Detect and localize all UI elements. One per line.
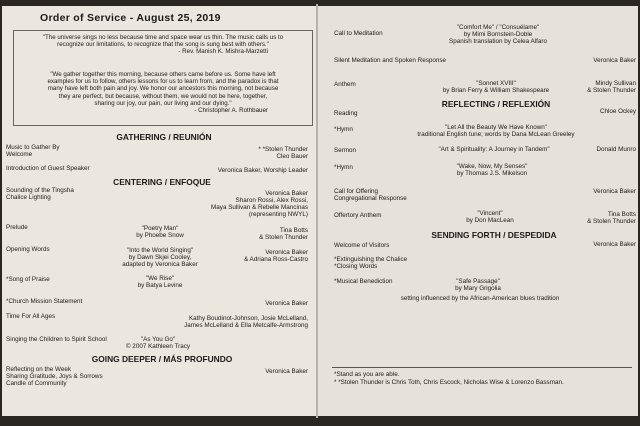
item-byline: by Phoebe Snow [136,232,184,239]
item-person: & Stolen Thunder [259,234,308,241]
item-note: setting influenced by the African-American blues tradition [400,295,560,302]
item-person: Sharon Rossi, Alex Rossi, [235,197,308,204]
item-label: Welcome [6,151,33,158]
footnote-divider [332,367,632,368]
item-label: Candle of Community [6,380,67,387]
item-title: "Safe Passage" [456,278,500,285]
quote-2 [18,71,308,114]
item-byline: by Mimi Bornstein-Doble [463,31,533,38]
item-person: Veronica Baker [265,249,308,256]
item-label: *Church Mission Statement [6,298,83,305]
item-label: Singing the Children to Spirit School [6,336,107,343]
item-title: "As You Go" [140,336,176,343]
left-page [2,6,316,416]
item-person: Chloe Ockey [599,108,636,115]
item-label: Opening Words [6,246,50,253]
item-byline: by Don MacLean [466,217,514,224]
item-title: "Sonnet XVIII" [476,80,516,87]
item-label: *Song of Praise [6,276,50,283]
quote-line: sharing our joy, our pain, our living and our dying." [94,99,232,107]
quote-attribution: - Rev. Manish K. Mishra-Marzetti [178,48,268,56]
item-label: Reflecting on the Week [6,366,71,373]
item-label: Call for Offering [334,188,378,195]
item-byline: by Mary Grigolia [455,285,501,292]
footnote: * *Stolen Thunder is Chris Toth, Chris Escock, Nicholas Wise & Lorenzo Bassman. [334,379,564,386]
item-byline: by Brian Ferry & William Shakespeare [442,87,550,94]
item-person: Veronica Baker [265,300,308,307]
section-heading-centering: CENTERING / ENFOQUE [113,177,211,187]
section-heading-going-deeper: GOING DEEPER / MÁS PROFUNDO [91,354,233,364]
item-label: *Closing Words [334,263,378,270]
item-person: Veronica Baker [593,57,636,64]
item-person: * *Stolen Thunder [258,146,308,153]
item-person: Donald Munro [596,146,636,153]
item-label: Prelude [6,224,28,231]
item-label: Congregational Response [334,195,407,202]
quote-line: they are perfect, but because, without them, we would not be here, together, [58,92,268,100]
item-person: Veronica Baker [265,190,308,197]
item-person: Maya Sullivan & Rebelle Mancinas [211,204,308,211]
item-person: Kathy Boudinot-Johnson, Josie McLelland, [188,315,308,322]
quote-attribution: - Christopher A. Rothbauer [194,107,268,115]
item-byline: adapted by Veronica Baker [122,261,198,268]
quote-line: recognize our limitations, to recognize that the song is sung best with others." [57,41,269,49]
quote-line: examples for us to follow, others lessons for us to learn from, and the paradox is that [47,78,279,86]
item-label: Reading [334,110,358,117]
item-person: & Adriana Ross-Castro [243,256,308,263]
item-person: (representing NWYL) [248,211,308,218]
page-title: Order of Service - August 25, 2019 [40,12,221,24]
item-label: Sharing Gratitude, Joys & Sorrows [6,373,103,380]
item-title: "We Rise" [145,275,175,282]
item-person: Veronica Baker [593,241,636,248]
item-label: Call to Meditation [334,30,383,37]
item-title: "Into the World Singing" [126,247,194,254]
item-person: Tina Botts [279,227,308,234]
item-label: Introduction of Guest Speaker [6,165,90,172]
quote-box [13,30,313,126]
item-title: "Art & Spirituality: A Journey in Tandem" [438,146,550,153]
item-person: & Stolen Thunder [587,87,636,94]
item-label: *Hymn [334,164,353,171]
item-label: Sounding of the Tingsha [6,187,74,194]
item-label: Chalice Lighting [6,194,51,201]
item-person: James McLelland & Ella Metcalfe-Armstrong [184,322,308,329]
footnote: *Stand as you are able. [334,371,400,378]
item-person: Tina Botts [607,211,636,218]
item-title: "Let All the Beauty We Have Known" [444,124,548,131]
item-label: *Musical Benediction [334,278,393,285]
item-person: & Stolen Thunder [587,218,636,225]
item-person: Veronica Baker [593,188,636,195]
item-byline: by Thomas J.S. Mikelson [456,170,528,177]
quote-line: "The universe sings no less because time and space wear us thin. The music calls us to [42,34,284,41]
item-label: Sermon [334,147,357,154]
item-byline: Spanish translation by Celea Alfaro [448,38,548,45]
section-heading-reflecting: REFLECTING / REFLEXIÓN [441,99,551,109]
quote-1 [18,34,308,56]
item-copyright: © 2007 Kathleen Tracy [125,343,191,350]
section-heading-gathering: GATHERING / REUNIÓN [116,132,212,142]
item-title: "Poetry Man" [141,225,179,232]
item-label: Music to Gather By [6,144,60,151]
item-label: Silent Meditation and Spoken Response [334,57,447,64]
item-label: Time For All Ages [6,313,56,320]
item-title: "Vincent" [477,210,503,217]
item-label: *Extinguishing the Chalice [334,256,408,263]
item-person: Mindy Sullivan [595,80,636,87]
item-byline: traditional English tune; words by Dana McLean Greeley [417,131,575,138]
item-title: "Wake, Now, My Senses" [456,163,528,170]
item-byline: by Dawn Skjei Cooley, [128,254,192,261]
right-page [318,6,638,416]
quote-line: many have left both pain and joy. We honor our ancestors this morning, not because [47,85,279,93]
quote-line: "We gather together this morning, because others came before us. Some have left [50,71,276,78]
section-heading-sending-forth: SENDING FORTH / DESPEDIDA [431,230,557,240]
item-byline: by Batya Levine [137,282,183,289]
item-label: *Hymn [334,126,353,133]
item-person: Veronica Baker, Worship Leader [217,167,308,174]
item-person: Veronica Baker [265,368,308,375]
item-person: Cleo Bauer [276,153,308,160]
item-label: Offertory Anthem [334,212,382,219]
item-label: Welcome of Visitors [334,242,390,249]
item-title: "Comfort Me" / "Consuélame" [456,24,540,31]
item-label: Anthem [334,81,356,88]
